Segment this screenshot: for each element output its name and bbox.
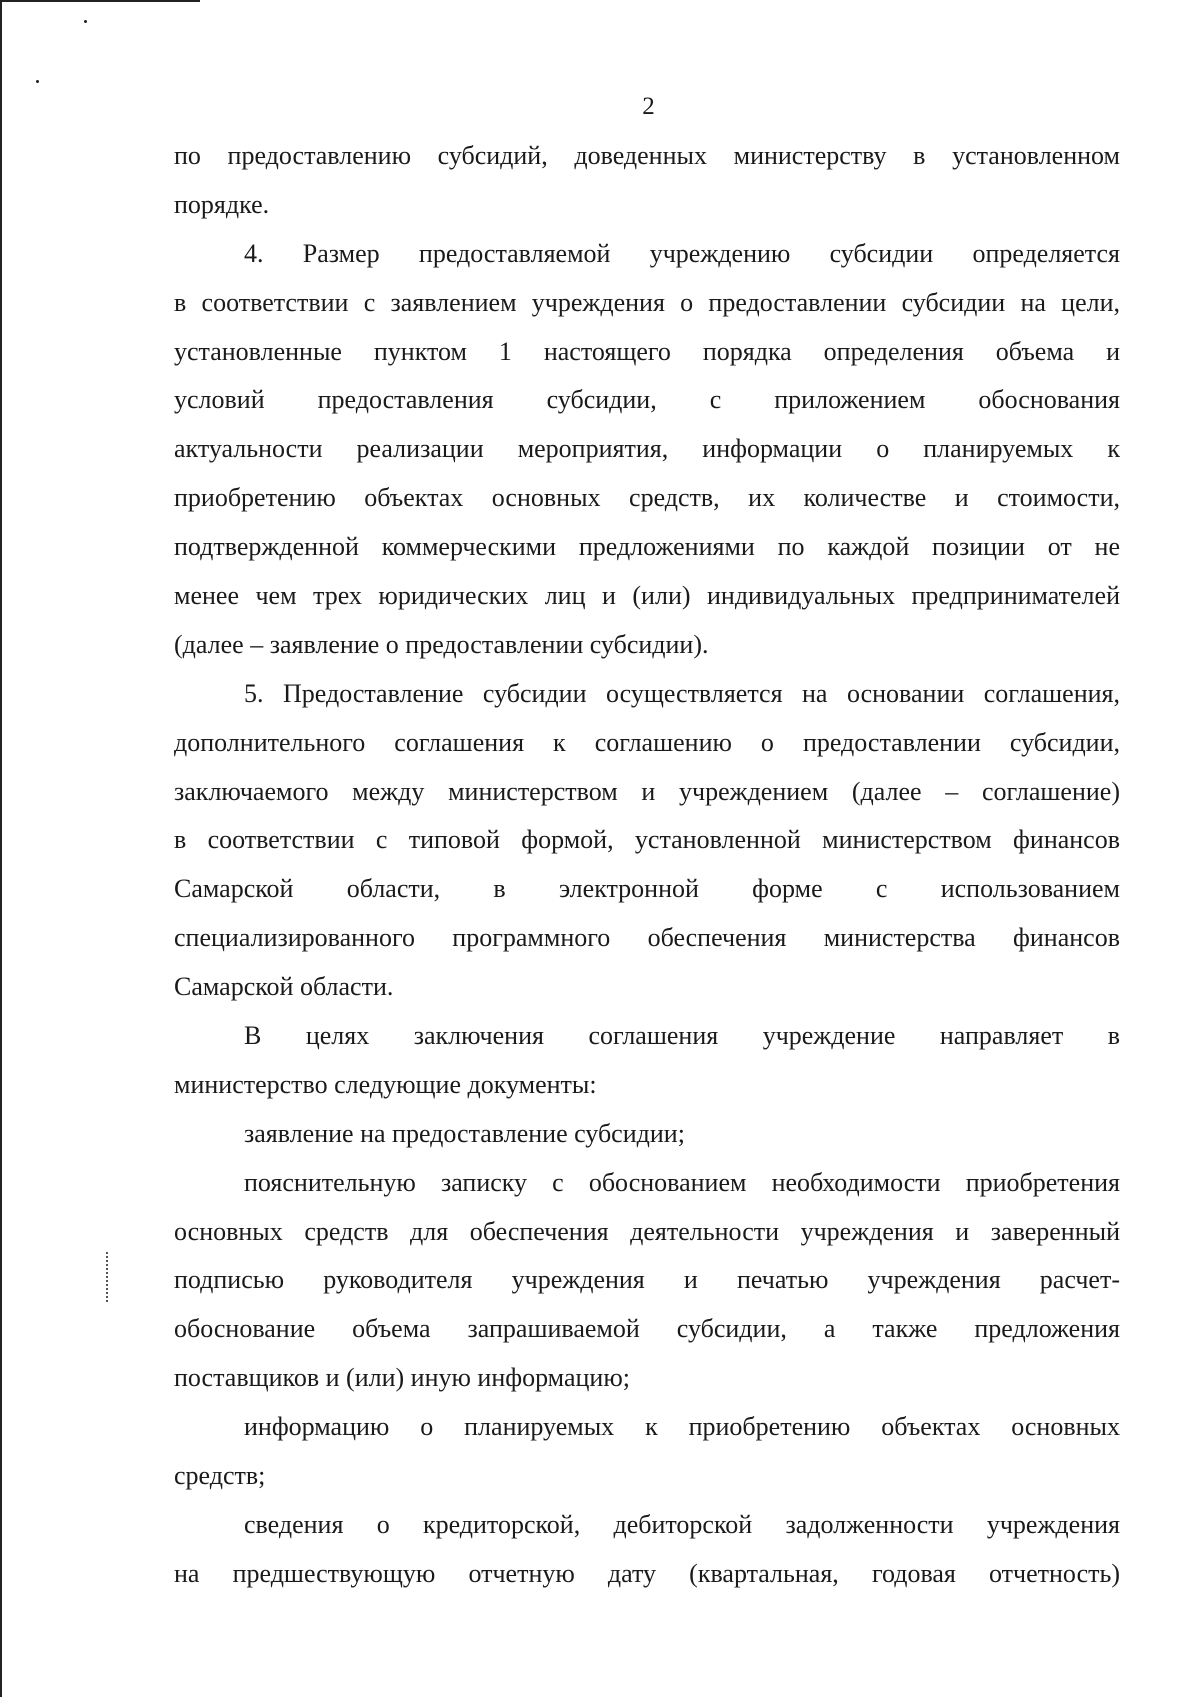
text-line: заявление на предоставление субсидии; (244, 1118, 685, 1148)
text-line: в соответствии с типовой формой, установленной министерством финансов (174, 825, 1120, 855)
text-line: специализированного программного обеспечения министерства финансов (174, 923, 1120, 953)
text-line: Самарской области, в электронной форме с использованием (174, 874, 1120, 904)
text-line: 5. Предоставление субсидии осуществляется на основании соглашения, (244, 678, 1120, 708)
text-line: дополнительного соглашения к соглашению о предоставлении субсидии, (174, 727, 1120, 757)
text-line: сведения о кредиторской, дебиторской задолженности учреждения (244, 1509, 1120, 1539)
text-line: подтвержденной коммерческими предложениями по каждой позиции от не (174, 532, 1120, 562)
text-line: по предоставлению субсидий, доведенных министерству в установленном (174, 141, 1120, 170)
body-text (174, 132, 1120, 1599)
text-line: актуальности реализации мероприятия, информации о планируемых к (174, 434, 1120, 464)
page-number: 2 (642, 93, 655, 120)
scan-speck (36, 80, 39, 83)
text-line: подписью руководителя учреждения и печатью учреждения расчет- (174, 1265, 1120, 1295)
text-line: порядке. (174, 189, 270, 219)
text-line: Самарской области. (174, 972, 394, 1002)
text-line: министерство следующие документы: (174, 1069, 597, 1099)
text-line: на предшествующую отчетную дату (квартальная, годовая отчетность) (174, 1558, 1120, 1588)
scan-border-left (0, 0, 2, 1697)
text-line: заключаемого между министерством и учреждением (далее – соглашение) (174, 776, 1120, 806)
text-line: (далее – заявление о предоставлении субсидии). (174, 629, 709, 659)
text-line: средств; (174, 1461, 266, 1491)
text-line: пояснительную записку с обоснованием необходимости приобретения (244, 1167, 1120, 1197)
text-line: поставщиков и (или) иную информацию; (174, 1363, 630, 1393)
scan-speck (84, 20, 87, 23)
text-line: основных средств для обеспечения деятельности учреждения и заверенный (174, 1216, 1120, 1246)
text-line: установленные пунктом 1 настоящего порядка определения объема и (174, 336, 1120, 366)
text-line: 4. Размер предоставляемой учреждению субсидии определяется (244, 238, 1120, 268)
text-line: приобретению объектах основных средств, их количестве и стоимости, (174, 483, 1120, 513)
text-line: в соответствии с заявлением учреждения о предоставлении субсидии на цели, (174, 287, 1120, 317)
text-line: В целях заключения соглашения учреждение направляет в (244, 1021, 1120, 1051)
scan-border-top (0, 0, 200, 2)
text-line: менее чем трех юридических лиц и (или) индивидуальных предпринимателей (174, 581, 1120, 611)
text-line: информацию о планируемых к приобретению объектах основных (244, 1412, 1120, 1442)
text-line: обоснование объема запрашиваемой субсидии, а также предложения (174, 1314, 1120, 1344)
scan-dots (106, 1252, 110, 1302)
text-line: условий предоставления субсидии, с приложением обоснования (174, 385, 1120, 415)
